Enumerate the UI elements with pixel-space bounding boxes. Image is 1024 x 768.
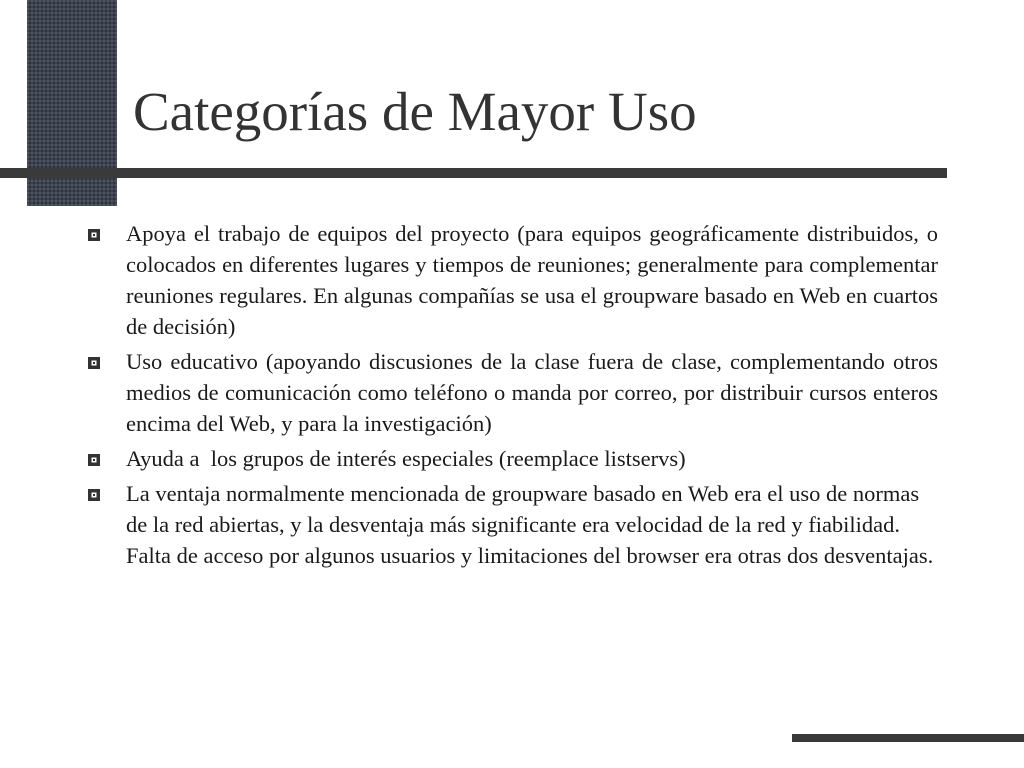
- bullet-text: Apoya el trabajo de equipos del proyecto (para equipos geográficamente distribuidos, o colocados en diferentes lugares y tiempos de reuniones; generalmente para complementar reuniones regulares. En algunas compañías se usa el groupware basado en Web en cuartos de decisión): [126, 221, 938, 339]
- square-bullet-icon: [88, 229, 100, 241]
- bullet-item: [86, 218, 938, 342]
- title-divider: [0, 168, 947, 178]
- square-bullet-icon: [88, 454, 100, 466]
- slide-title: Categorías de Mayor Uso: [133, 81, 697, 142]
- square-bullet-icon: [88, 357, 100, 369]
- bullet-text: La ventaja normalmente mencionada de groupware basado en Web era el uso de normas de la red abiertas, y la desventaja más significante era velocidad de la red y fiabilidad. Falta de acceso por algunos usuarios y limitaciones del browser era otras dos desventajas.: [126, 481, 934, 568]
- footer-divider: [792, 734, 1024, 742]
- bullet-item: [86, 478, 938, 571]
- bullet-text: Uso educativo (apoyando discusiones de la clase fuera de clase, complementando otros medios de comunicación como teléfono o manda por correo, por distribuir cursos enteros encima del Web, y para la investigación): [126, 349, 938, 436]
- bullet-list: [86, 218, 938, 575]
- bullet-text: Ayuda a los grupos de interés especiales (reemplace listservs): [126, 446, 686, 471]
- bullet-item: [86, 443, 938, 474]
- bullet-item: [86, 346, 938, 439]
- square-bullet-icon: [88, 489, 100, 501]
